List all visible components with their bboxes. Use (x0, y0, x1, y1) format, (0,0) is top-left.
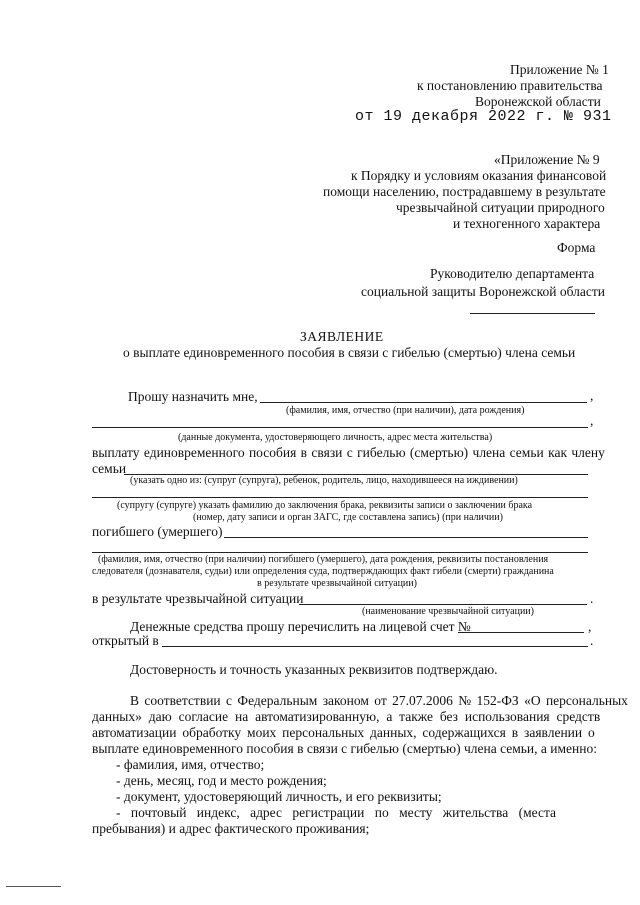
comma-1: , (590, 388, 594, 403)
spouse-field[interactable] (92, 497, 588, 498)
appendix9-line4: чрезвычайной ситуации природного (396, 200, 605, 215)
consent-line-1: В соответствии с Федеральным законом от 27.07.2006 № 152-ФЗ «О персональных (130, 693, 628, 708)
recipient-line1: Руководителю департамента (430, 266, 595, 281)
hint-spouse-1: (супругу (супруге) указать фамилию до заключения брака, реквизиты записи о заключении брака (117, 500, 533, 511)
request-prefix: Прошу назначить мне, (128, 389, 258, 404)
appendix9-line3: помощи населению, пострадавшему в результате (323, 184, 606, 199)
hint-deceased-2: следователя (дознавателя, судьи) или определения суда, подтверждающих факт гибели (смерти) гражданина (92, 566, 554, 577)
emergency-label: в результате чрезвычайной ситуации (92, 591, 304, 606)
hint-document: (данные документа, удостоверяющего личность, адрес места жительства) (178, 432, 493, 443)
opened-label: открытый в (92, 633, 159, 648)
family-word: семьи (92, 461, 127, 476)
hint-deceased-1: (фамилия, имя, отчество (при наличии) погибшего (умершего), дата рождения, реквизиты постановления (98, 554, 549, 565)
bank-field[interactable] (162, 646, 588, 647)
appendix1-date-number: от 19 декабря 2022 г. № 931 (355, 108, 612, 125)
comma-3: , (588, 619, 592, 634)
deceased-label: погибшего (умершего) (92, 524, 223, 539)
confirm-text: Достоверность и точность указанных реквизитов подтверждаю. (130, 662, 498, 677)
appendix1-line3: Воронежской области (475, 94, 601, 109)
consent-item-3: - документ, удостоверяющий личность, и его реквизиты; (116, 789, 442, 804)
document-field[interactable] (92, 427, 588, 428)
consent-line-3: автоматизации обработку моих персональных данных, содержащихся в заявлении о (92, 725, 595, 740)
page-subtitle: о выплате единовременного пособия в связи с гибелью (смертью) члена семьи (123, 345, 576, 360)
appendix9-line1: «Приложение № 9 (494, 152, 600, 167)
fio-field[interactable] (260, 402, 587, 403)
period-1: . (590, 591, 594, 606)
period-2: . (590, 633, 594, 648)
consent-line-2: данных» даю согласие на автоматизированную, а также без использования средств (92, 709, 601, 724)
recipient-signature-line (470, 313, 595, 314)
consent-item-1: - фамилия, имя, отчество; (116, 757, 265, 772)
deceased-field[interactable] (224, 537, 588, 538)
footnote-separator (6, 886, 61, 887)
consent-item-4-line-2: пребывания) и адрес фактического проживания; (92, 821, 370, 836)
appendix1-line2: к постановлению правительства (417, 78, 603, 93)
form-label: Форма (557, 240, 596, 255)
account-field[interactable] (458, 632, 584, 633)
appendix9-line5: и техногенного характера (453, 216, 601, 231)
consent-item-4-line-1: - почтовый индекс, адрес регистрации по месту жительства (места (116, 805, 556, 820)
hint-deceased-3: в результате чрезвычайной ситуации) (257, 578, 417, 589)
appendix9-line2: к Порядку и условиям оказания финансовой (351, 168, 607, 183)
account-label: Денежные средства прошу перечислить на лицевой счет № (130, 619, 471, 634)
hint-fio: (фамилия, имя, отчество (при наличии), дата рождения) (286, 405, 525, 416)
hint-spouse-2: (номер, дату записи и орган ЗАГС, где составлена запись) (при наличии) (193, 512, 503, 523)
emergency-field[interactable] (299, 604, 587, 605)
payment-line: выплату единовременного пособия в связи с гибелью (смертью) члена семьи как члену (92, 445, 605, 460)
page-title: ЗАЯВЛЕНИЕ (300, 329, 384, 344)
hint-emergency: (наименование чрезвычайной ситуации) (362, 606, 534, 617)
consent-line-4: выплате единовременного пособия в связи с гибелью (смертью) члена семьи, а именно: (92, 741, 597, 756)
appendix1-line1: Приложение № 1 (510, 62, 609, 77)
recipient-line2: социальной защиты Воронежской области (361, 284, 605, 299)
comma-2: , (590, 413, 594, 428)
hint-relation: (указать одно из: (супруг (супруга), ребенок, родитель, лицо, находившееся на иждивении) (130, 475, 518, 486)
consent-item-2: - день, месяц, год и место рождения; (116, 773, 327, 788)
deceased-field-2[interactable] (92, 552, 588, 553)
